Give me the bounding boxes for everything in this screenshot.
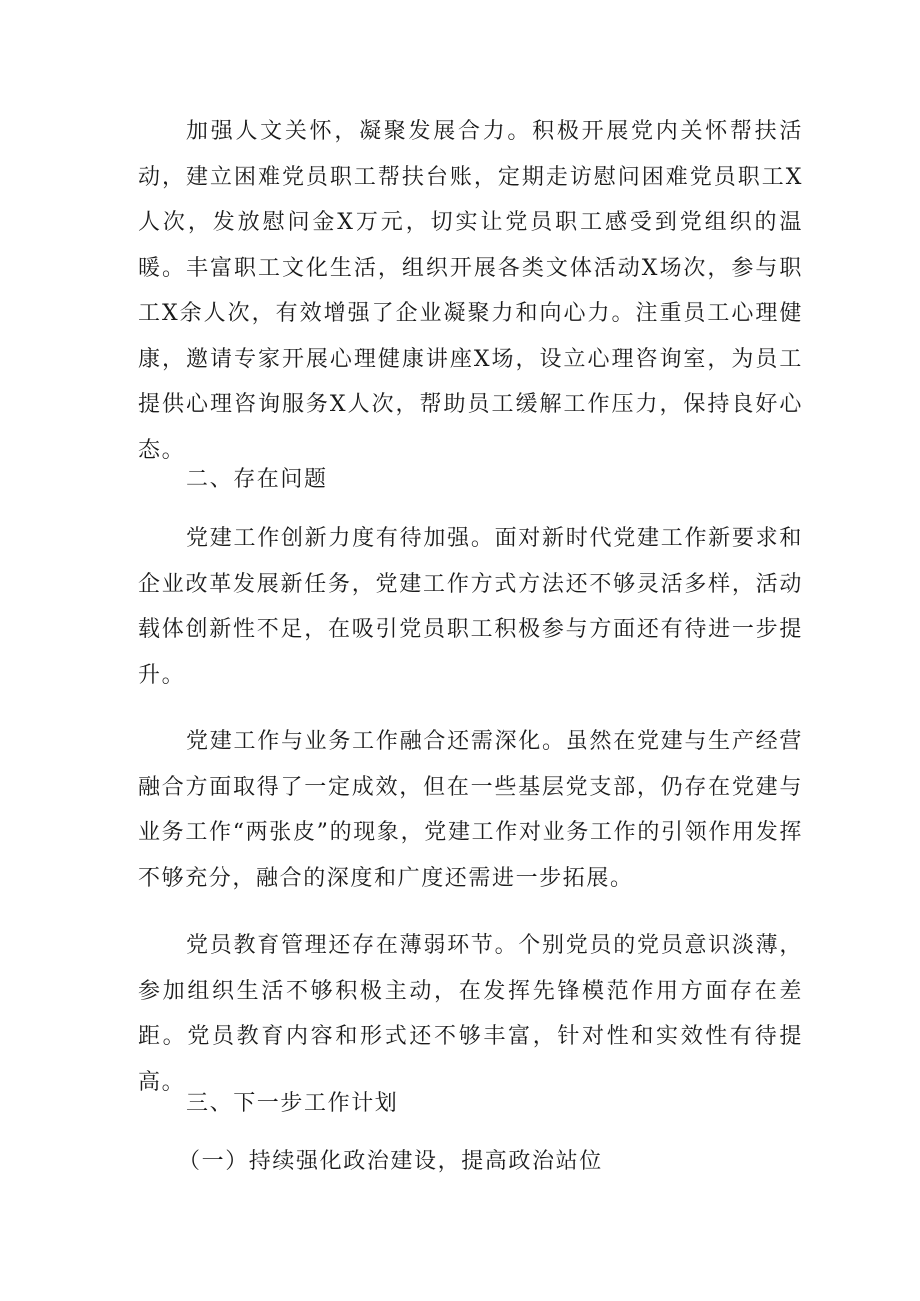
section-heading-next-steps: 三、下一步工作计划: [186, 1091, 399, 1116]
paragraph-member-education: 党员教育管理还存在薄弱环节。个别党员的党员意识淡薄，参加组织生活不够积极主动，在发挥先锋模范作用方面存在差距。党员教育内容和形式还不够丰富，针对性和实效性有待提高。: [138, 933, 803, 1095]
section-heading-problems: 二、存在问题: [186, 467, 328, 492]
paragraph-humanistic-care: 加强人文关怀，凝聚发展合力。积极开展党内关怀帮扶活动，建立困难党员职工帮扶台账，定期走访慰问困难党员职工X人次，发放慰问金X万元，切实让党员职工感受到党组织的温暖。丰富职工文化生活，组织开展各类文体活动X场次，参与职工X余人次，有效增强了企业凝聚力和向心力。注重员工心理健康，邀请专家开展心理健康讲座X场，设立心理咨询室，为员工提供心理咨询服务X人次，帮助员工缓解工作压力，保持良好心态。: [138, 119, 803, 463]
paragraph-integration: 党建工作与业务工作融合还需深化。虽然在党建与生产经营融合方面取得了一定成效，但在一些基层党支部，仍存在党建与业务工作“两张皮”的现象，党建工作对业务工作的引领作用发挥不够充分，融合的深度和广度还需进一步拓展。: [138, 729, 803, 891]
subheading-political-building: （一）持续强化政治建设，提高政治站位: [178, 1149, 603, 1174]
paragraph-innovation: 党建工作创新力度有待加强。面对新时代党建工作新要求和企业改革发展新任务，党建工作方式方法还不够灵活多样，活动载体创新性不足，在吸引党员职工积极参与方面还有待进一步提升。: [138, 526, 803, 688]
